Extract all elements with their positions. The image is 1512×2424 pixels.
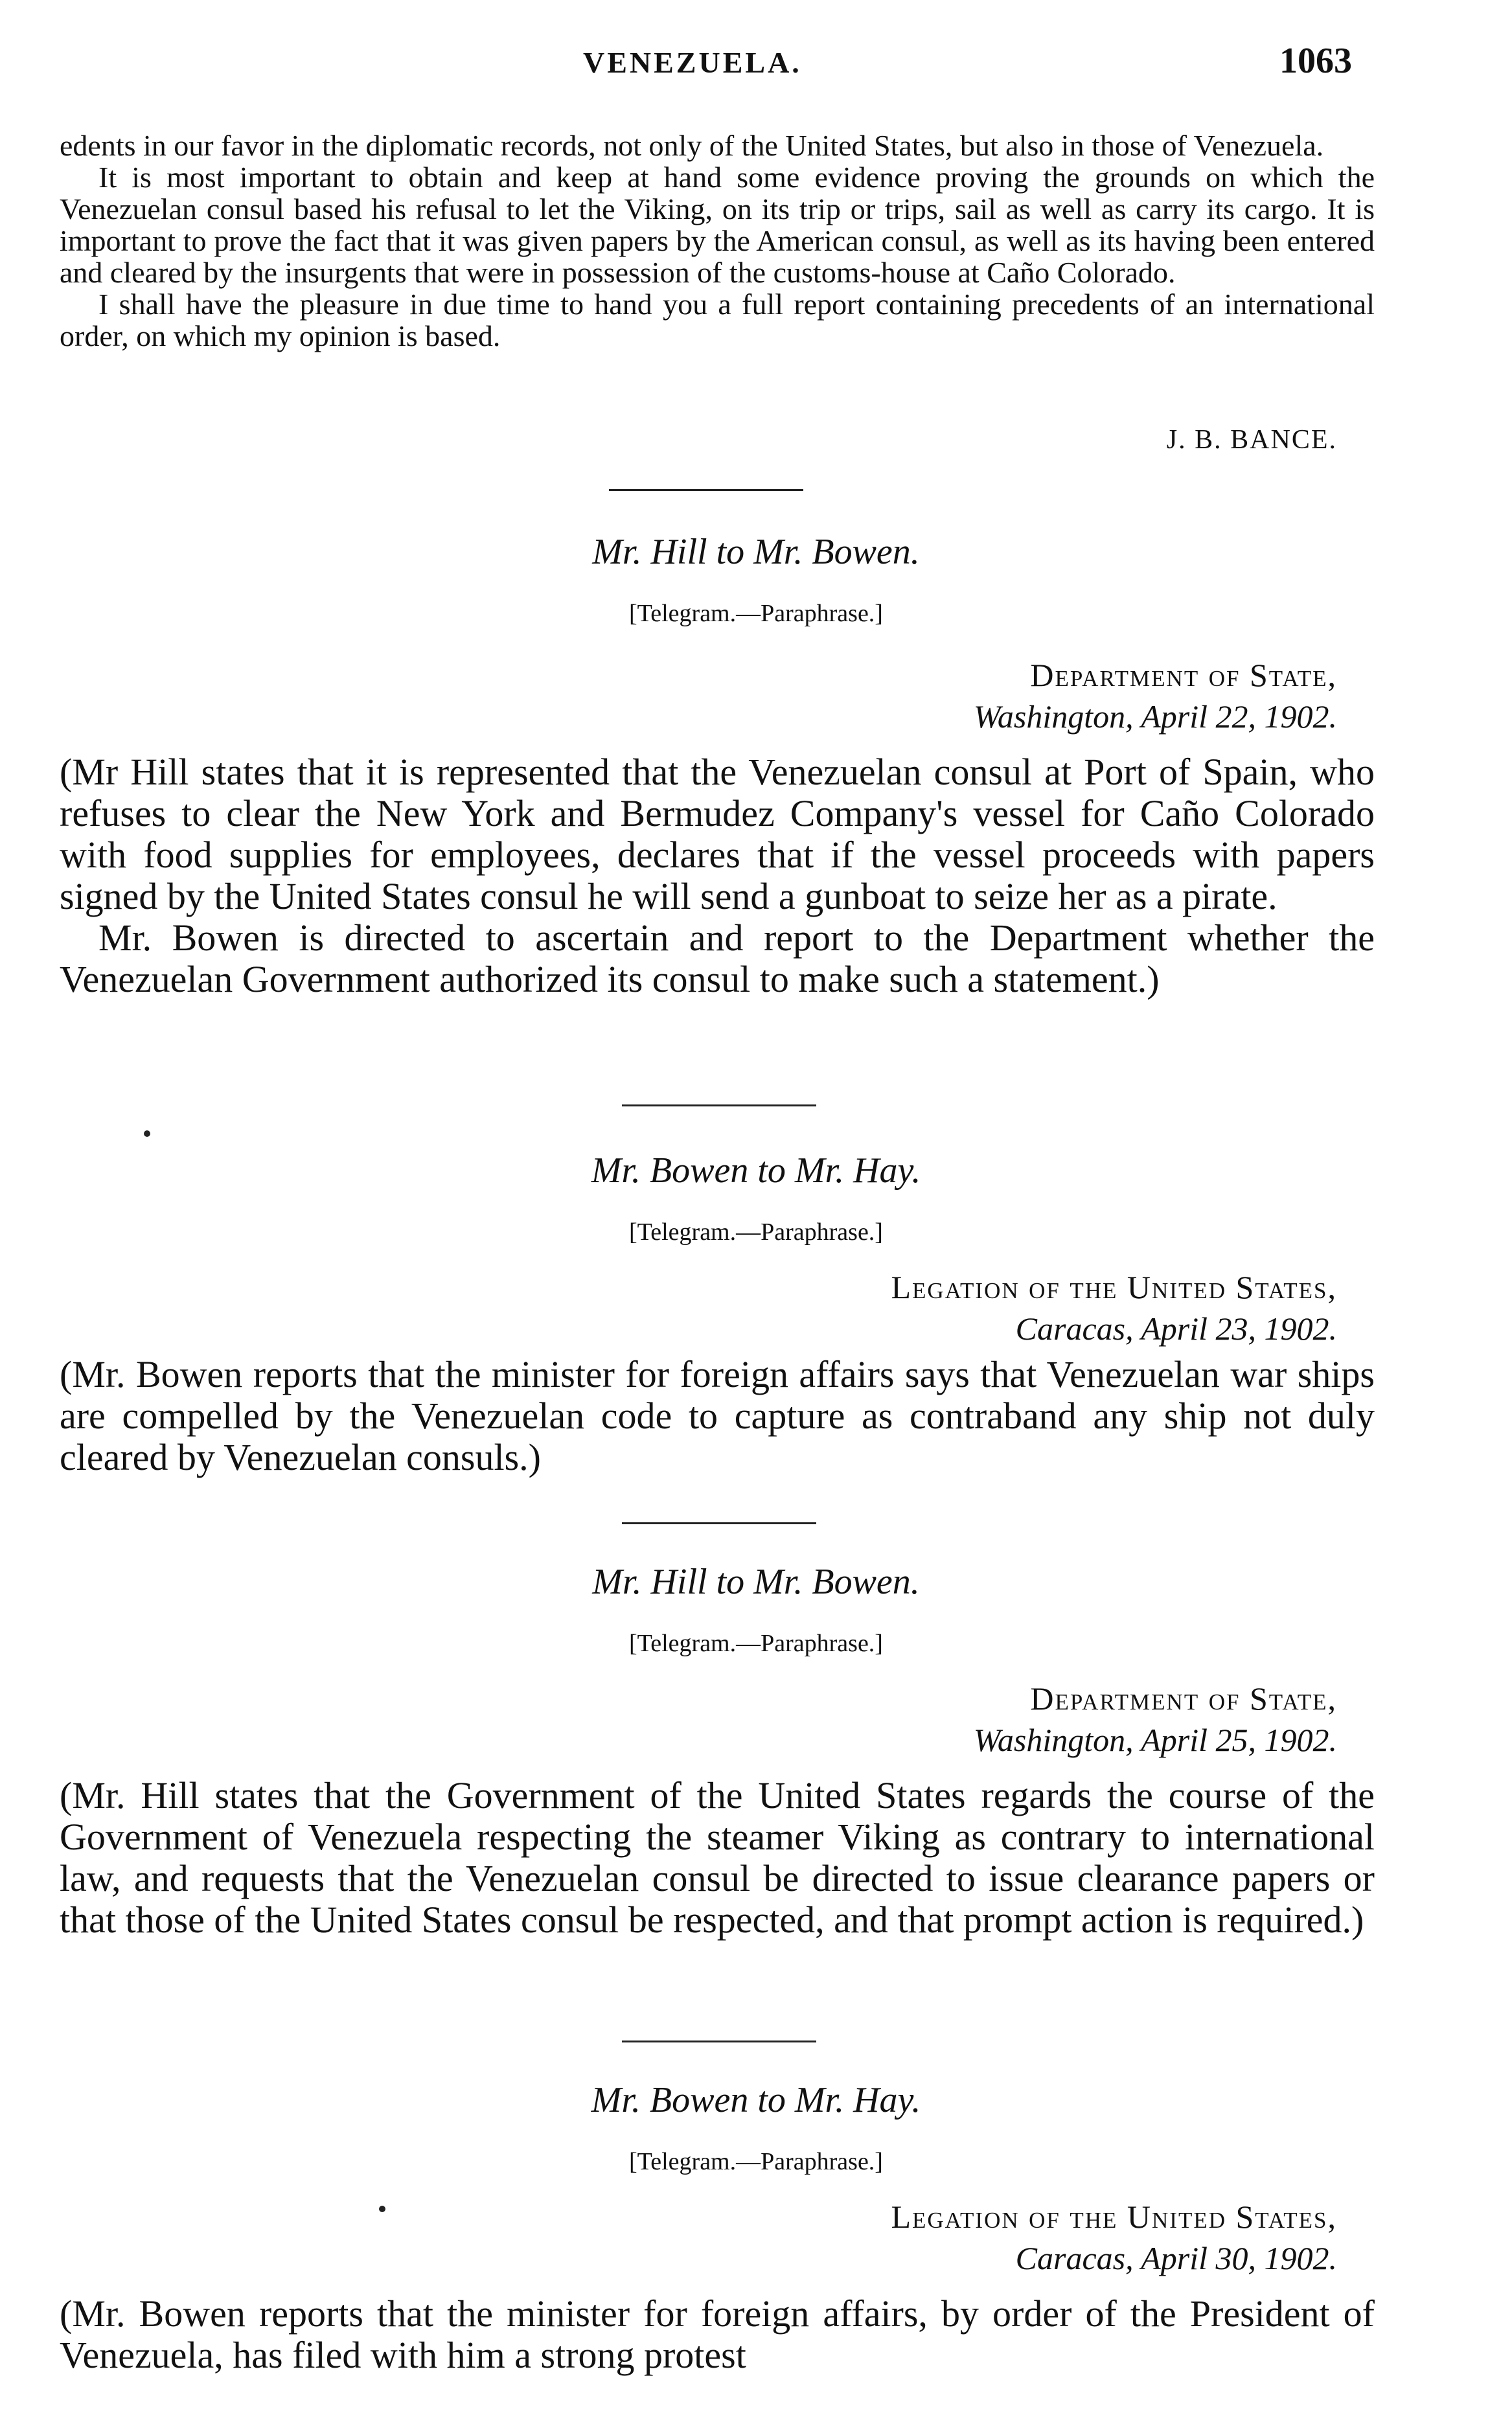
document-heading: Mr. Bowen to Mr. Hay. xyxy=(591,2080,921,2120)
dateline-place-date: Caracas, April 23, 1902. xyxy=(1015,1310,1337,1347)
intro-paragraph: I shall have the pleasure in due time to hand you a full report containing precedents of an international order, on which my opinion is based. xyxy=(60,288,1375,352)
intro-paragraph: It is most important to obtain and keep at hand some evidence proving the grounds on which the Venezuelan consul based his refusal to let the Viking, on its trip or trips, sail as well as carry its cargo. It is important to prove the fact that it was given papers by the American consul, as well as its having been entered and cleared by the insurgents that were in possession of the customs-house at Caño Colorado. xyxy=(60,161,1375,289)
document-body xyxy=(60,751,1375,1000)
dateline-office: Department of State, xyxy=(1030,657,1337,693)
dateline-place-date: Caracas, April 30, 1902. xyxy=(1015,2240,1337,2276)
dateline xyxy=(974,1678,1337,1761)
document-body xyxy=(60,1354,1375,1478)
dateline-office: Department of State, xyxy=(1030,1680,1337,1717)
body-paragraph: (Mr Hill states that it is represented that the Venezuelan consul at Port of Spain, who refuses to clear the New York and Bermudez Company's vessel for Caño Colorado with food supplies for employees, declares that if the vessel proceeds with papers signed by the United States consul he will send a gunboat to seize her as a pirate. xyxy=(60,751,1375,917)
dateline xyxy=(891,1266,1337,1349)
section-divider xyxy=(622,1522,816,1524)
dateline xyxy=(891,2196,1337,2279)
body-paragraph: Mr. Bowen is directed to ascertain and report to the Department whether the Venezuelan Government authorized its consul to make such a statement.) xyxy=(60,917,1375,1000)
telegram-note: [Telegram.—Paraphrase.] xyxy=(629,1218,883,1246)
section-divider xyxy=(609,489,803,491)
dateline-office: Legation of the United States, xyxy=(891,1269,1337,1305)
telegram-note: [Telegram.—Paraphrase.] xyxy=(629,600,883,627)
document-heading: Mr. Hill to Mr. Bowen. xyxy=(592,1562,920,1602)
telegram-note: [Telegram.—Paraphrase.] xyxy=(629,2148,883,2175)
body-paragraph: (Mr. Bowen reports that the minister for foreign affairs says that Venezuelan war ships are compelled by the Venezuelan code to capture as contraband any ship not duly cleared by Venezuelan consuls.) xyxy=(60,1353,1375,1478)
running-title: VENEZUELA. xyxy=(583,46,802,79)
intro-paragraph: edents in our favor in the diplomatic records, not only of the United States, but also in those of Venezuela. xyxy=(60,129,1324,162)
dateline xyxy=(974,654,1337,737)
ink-speck xyxy=(379,2206,385,2212)
document-heading: Mr. Hill to Mr. Bowen. xyxy=(592,532,920,572)
document-body xyxy=(60,1775,1375,1941)
section-divider xyxy=(622,1104,816,1106)
dateline-place-date: Washington, April 25, 1902. xyxy=(973,1722,1337,1758)
document-body xyxy=(60,2293,1375,2376)
document-heading: Mr. Bowen to Mr. Hay. xyxy=(591,1150,921,1191)
signature: J. B. BANCE. xyxy=(1166,425,1337,455)
dateline-place-date: Washington, April 22, 1902. xyxy=(973,698,1337,735)
dateline-office: Legation of the United States, xyxy=(891,2199,1337,2235)
body-paragraph: (Mr. Bowen reports that the minister for foreign affairs, by order of the President of Venezuela, has filed with him a strong protest xyxy=(60,2293,1375,2376)
page-number: 1063 xyxy=(1279,41,1352,81)
telegram-note: [Telegram.—Paraphrase.] xyxy=(629,1630,883,1657)
body-paragraph: (Mr. Hill states that the Government of the United States regards the course of the Government of Venezuela respecting the steamer Viking as contrary to international law, and requests that the Venezuelan consul be directed to issue clearance papers or that those of the United States consul be respected, and that prompt action is required.) xyxy=(60,1774,1375,1941)
section-divider xyxy=(622,2041,816,2042)
ink-speck xyxy=(144,1130,150,1137)
intro-text xyxy=(60,130,1375,352)
